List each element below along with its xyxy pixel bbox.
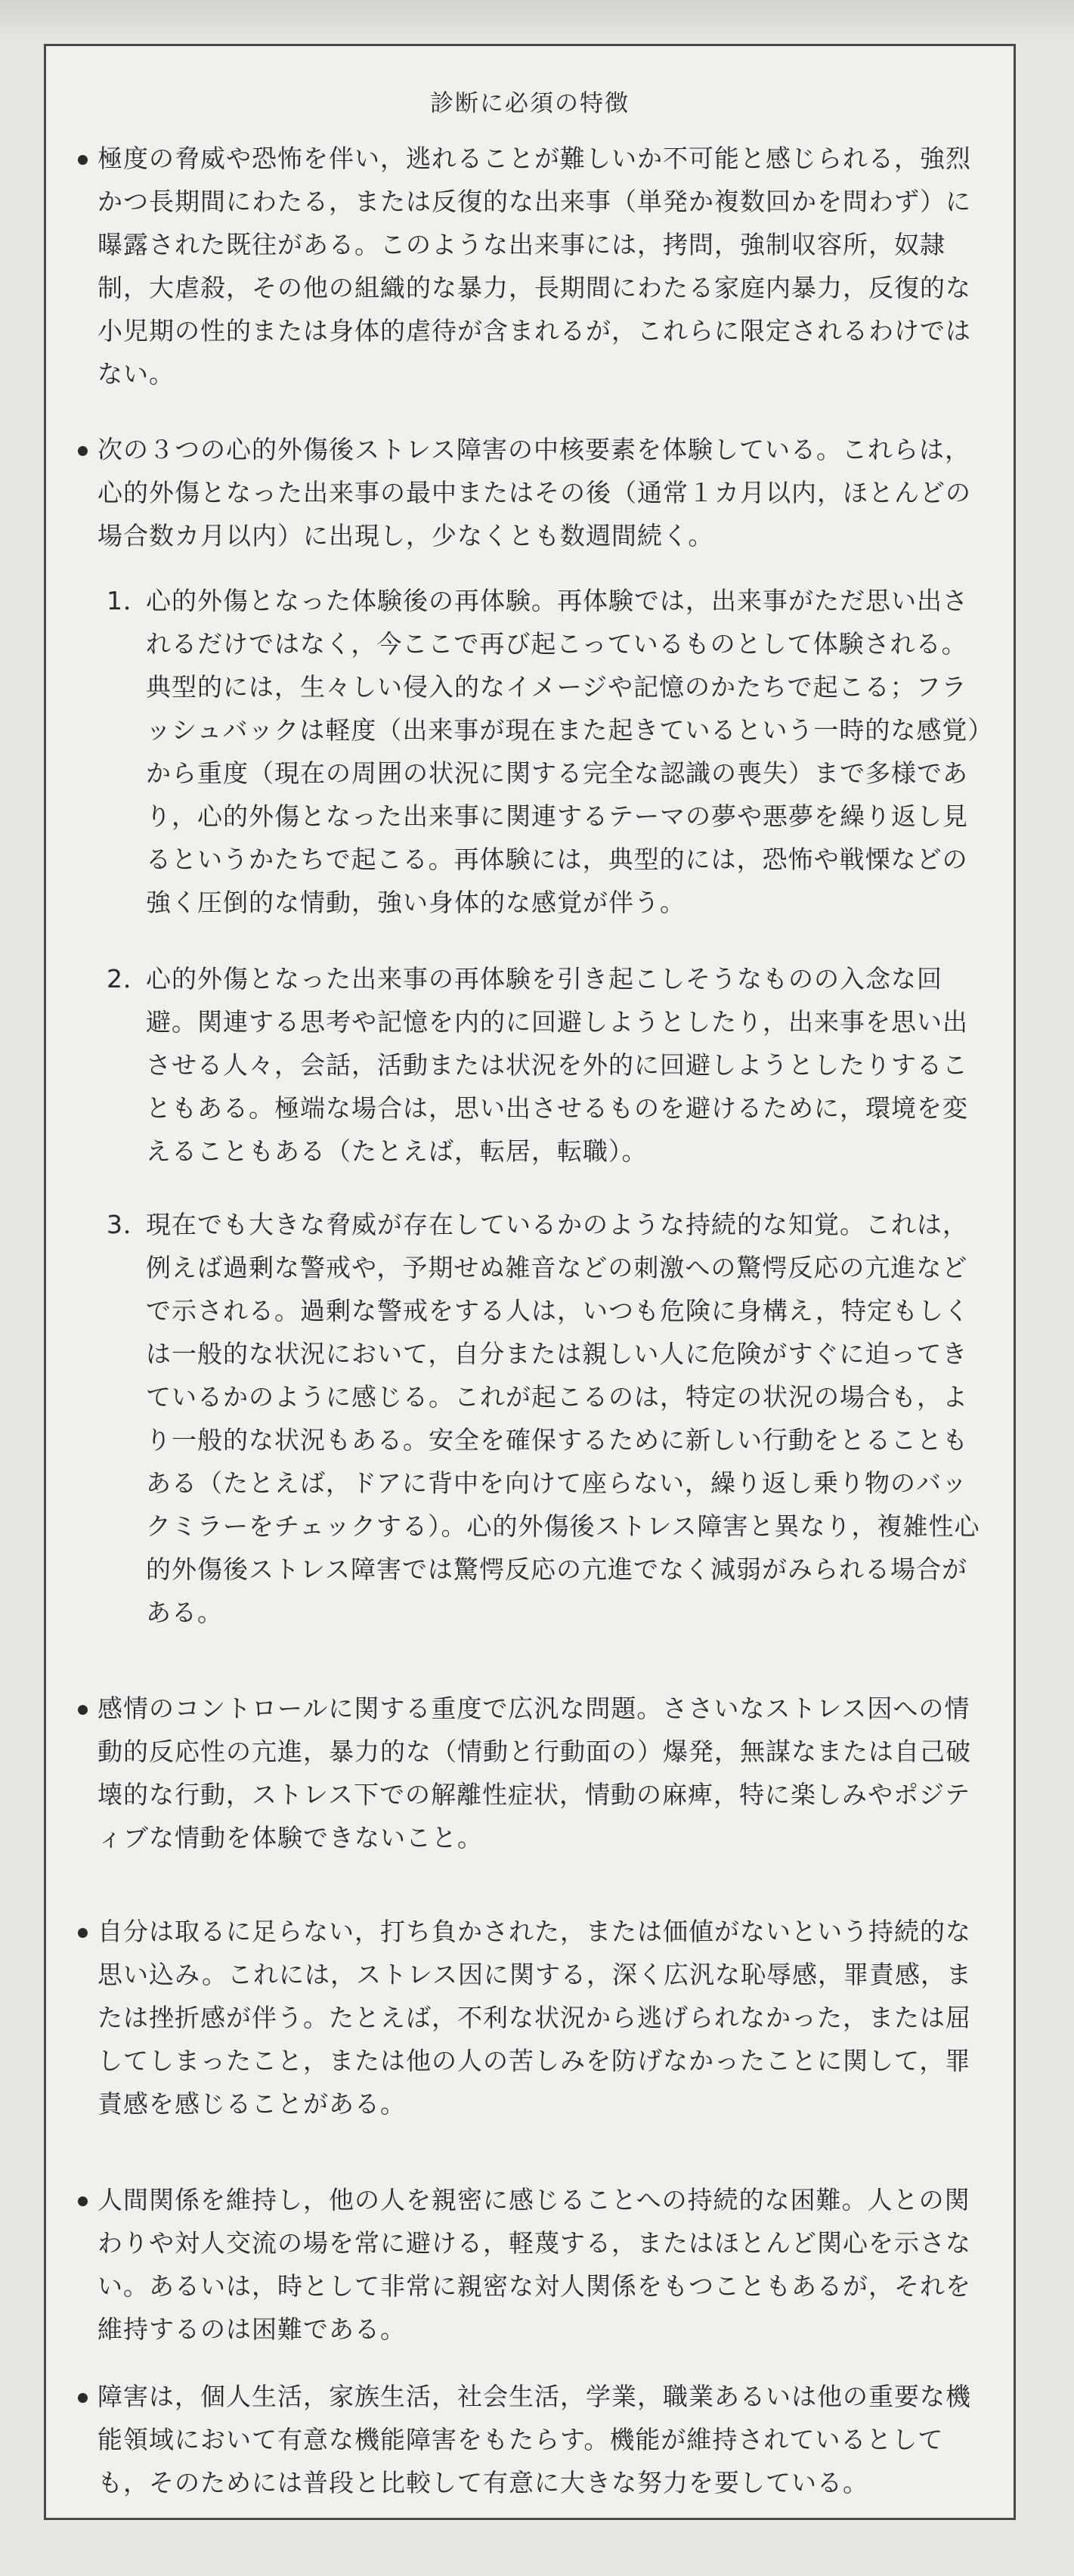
bullet-item: 感情のコントロールに関する重度で広汎な問題。ささいなストレス因への情動的反応性の亢進，暴力的な（情動と行動面の）爆発，無謀なまたは自己破壊的な行動，ストレス下での解離性症状，情動の麻痺，特に楽しみやポジティブな情動を体験できないこと。 [76, 1687, 983, 1859]
bullet-item: 次の３つの心的外傷後ストレス障害の中核要素を体験している。これらは，心的外傷となった出来事の最中またはその後（通常１カ月以内，ほとんどの場合数カ月以内）に出現し，少なくとも数週間続く。 [76, 428, 983, 557]
bullet-item: 障害は，個人生活，家族生活，社会生活，学業，職業あるいは他の重要な機能領域において有意な機能障害をもたらす。機能が維持されているとしても，そのためには普段と比較して有意に大きな努力を要している。 [76, 2375, 983, 2504]
bullet-item: 極度の脅威や恐怖を伴い，逃れることが難しいか不可能と感じられる，強烈かつ長期間にわたる，または反復的な出来事（単発か複数回かを問わず）に曝露された既往がある。このような出来事には，拷問，強制収容所，奴隷制，大虐殺，その他の組織的な暴力，長期間にわたる家庭内暴力，反復的な小児期の性的または身体的虐待が含まれるが，これらに限定されるわけではない。 [76, 137, 983, 395]
bullet-item: 人間関係を維持し，他の人を親密に感じることへの持続的な困難。人との関わりや対人交流の場を常に避ける，軽蔑する，またはほとんど関心を示さない。あるいは，時として非常に親密な対人関係をもつこともあるが，それを維持するのは困難である。 [76, 2178, 983, 2351]
core-item-number: 1． [107, 586, 149, 615]
core-item-number: 2． [107, 964, 149, 994]
core-item-number: 3． [107, 1210, 149, 1239]
core-item [107, 579, 983, 924]
core-item [107, 957, 983, 1173]
core-item-text: 現在でも大きな脅威が存在しているかのような持続的な知覚。これは，例えば過剰な警戒や，予期せぬ雑音などの刺激への驚愕反応の亢進などで示される。過剰な警戒をする人は，いつも危険に身構え，特定もしくは一般的な状況において，自分または親しい人に危険がすぐに迫ってきているかのように感じる。これが起こるのは，特定の状況の場合も，より一般的な状況もある。安全を確保するために新しい行動をとることもある（たとえば，ドアに背中を向けて座らない，繰り返し乗り物のバックミラーをチェックする）。心的外傷後ストレス障害と異なり，複雑性心的外傷後ストレス障害では驚愕反応の亢進でなく減弱がみられる場合がある。 [146, 1210, 980, 1627]
bullet-item: 自分は取るに足らない，打ち負かされた，または価値がないという持続的な思い込み。これには，ストレス因に関する，深く広汎な恥辱感，罪責感，または挫折感が伴う。たとえば，不利な状況から逃げられなかった，または屈してしまったこと，または他の人の苦しみを防げなかったことに関して，罪責感を感じることがある。 [76, 1910, 983, 2125]
box-title: 診断に必須の特徴 [430, 90, 630, 117]
diagnostic-features-box [44, 44, 1016, 2520]
core-item-text: 心的外傷となった体験後の再体験。再体験では，出来事がただ思い出されるだけではなく，今ここで再び起こっているものとして体験される。典型的には，生々しい侵入的なイメージや記憶のかたちで起こる；フラッシュバックは軽度（出来事が現在また起きているという一時的な感覚）から重度（現在の周囲の状況に関する完全な認識の喪失）まで多様であり，心的外傷となった出来事に関連するテーマの夢や悪夢を繰り返し見るというかたちで起こる。再体験には，典型的には，恐怖や戦慄などの強く圧倒的な情動，強い身体的な感覚が伴う。 [146, 586, 981, 917]
core-item [107, 1203, 983, 1634]
scan-shadow [0, 0, 1074, 45]
core-item-text: 心的外傷となった出来事の再体験を引き起こしそうなものの入念な回避。関連する思考や記憶を内的に回避しようとしたり，出来事を思い出させる人々，会話，活動または状況を外的に回避しようとしたりすることもある。極端な場合は，思い出させるものを避けるために，環境を変えることもある（たとえば，転居，転職）。 [146, 964, 968, 1166]
